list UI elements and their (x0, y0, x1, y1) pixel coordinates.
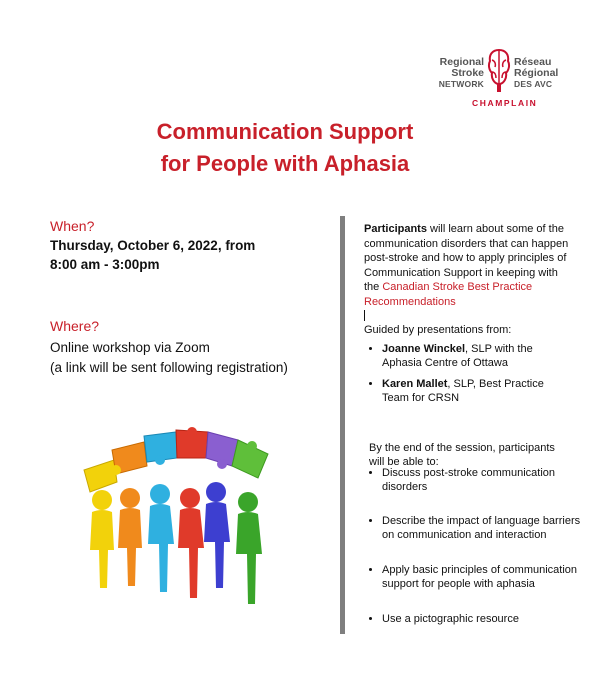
logo-fr-line2: Régional (514, 67, 559, 79)
figure-blue (148, 484, 174, 592)
figure-purple (204, 482, 230, 588)
people-puzzle-illustration (72, 420, 282, 610)
brain-icon (487, 48, 511, 92)
presenter-name: Joanne Winckel (382, 342, 466, 355)
logo-en-line2: Stroke (451, 67, 484, 79)
where-line1: Online workshop via Zoom (50, 340, 210, 355)
title-line1: Communication Support (156, 119, 414, 144)
intro-paragraph (364, 222, 569, 309)
column-divider (340, 216, 345, 634)
logo-english-text (432, 57, 484, 90)
where-label: Where? (50, 318, 100, 334)
objective-item: • Describe the impact of language barriers on communication and interaction (382, 514, 592, 542)
presenter-name: Karen Mallet (382, 377, 448, 390)
regional-stroke-network-logo (432, 48, 572, 120)
puzzle-arch (84, 427, 268, 492)
logo-fr-line1: Réseau (514, 56, 552, 68)
when-line2: 8:00 am - 3:00pm (50, 257, 160, 272)
guided-heading: Guided by presentations from: (364, 324, 512, 336)
page-title (80, 116, 490, 180)
participants-word: Participants (364, 223, 427, 235)
when-line1: Thursday, October 6, 2022, from (50, 238, 256, 253)
objectives-heading: By the end of the session, participants will be able to: (369, 442, 555, 468)
objective-item: • Discuss post-stroke communication disorders (382, 466, 592, 494)
objective-item: • Use a pictographic resource (382, 612, 592, 626)
where-value (50, 338, 330, 378)
where-line2: (a link will be sent following registration) (50, 360, 288, 375)
figure-yellow (90, 490, 114, 588)
figure-orange (118, 488, 142, 586)
when-label: When? (50, 218, 95, 234)
presenter-detail: , SLP, Best Practice Team for CRSN (382, 377, 544, 404)
logo-region: CHAMPLAIN (472, 98, 538, 108)
logo-fr-line3: DES AVC (514, 79, 553, 89)
when-value (50, 236, 330, 274)
objectives-list (354, 466, 592, 646)
intro-text: will learn about some of the communication disorders that can happen post-stroke and how to apply principles of Communication Support in keeping with the (364, 223, 569, 293)
presenter-list (364, 342, 569, 406)
title-line2: for People with Aphasia (160, 151, 410, 176)
event-details (50, 218, 330, 375)
figure-green (236, 492, 262, 604)
logo-en-line1: Regional (439, 56, 484, 68)
workshop-description (364, 222, 569, 412)
objective-item: • Apply basic principles of communication support for people with aphasia (382, 563, 592, 591)
text-cursor (364, 310, 365, 321)
presenter-item (382, 377, 569, 406)
figure-red (178, 488, 204, 598)
best-practice-link[interactable]: Canadian Stroke Best Practice Recommendations (364, 281, 533, 308)
logo-en-line3: NETWORK (438, 79, 484, 89)
presenter-detail: , SLP with the Aphasia Centre of Ottawa (382, 342, 533, 369)
where-block (50, 318, 330, 378)
presenter-item (382, 342, 569, 371)
logo-french-text (514, 57, 576, 90)
